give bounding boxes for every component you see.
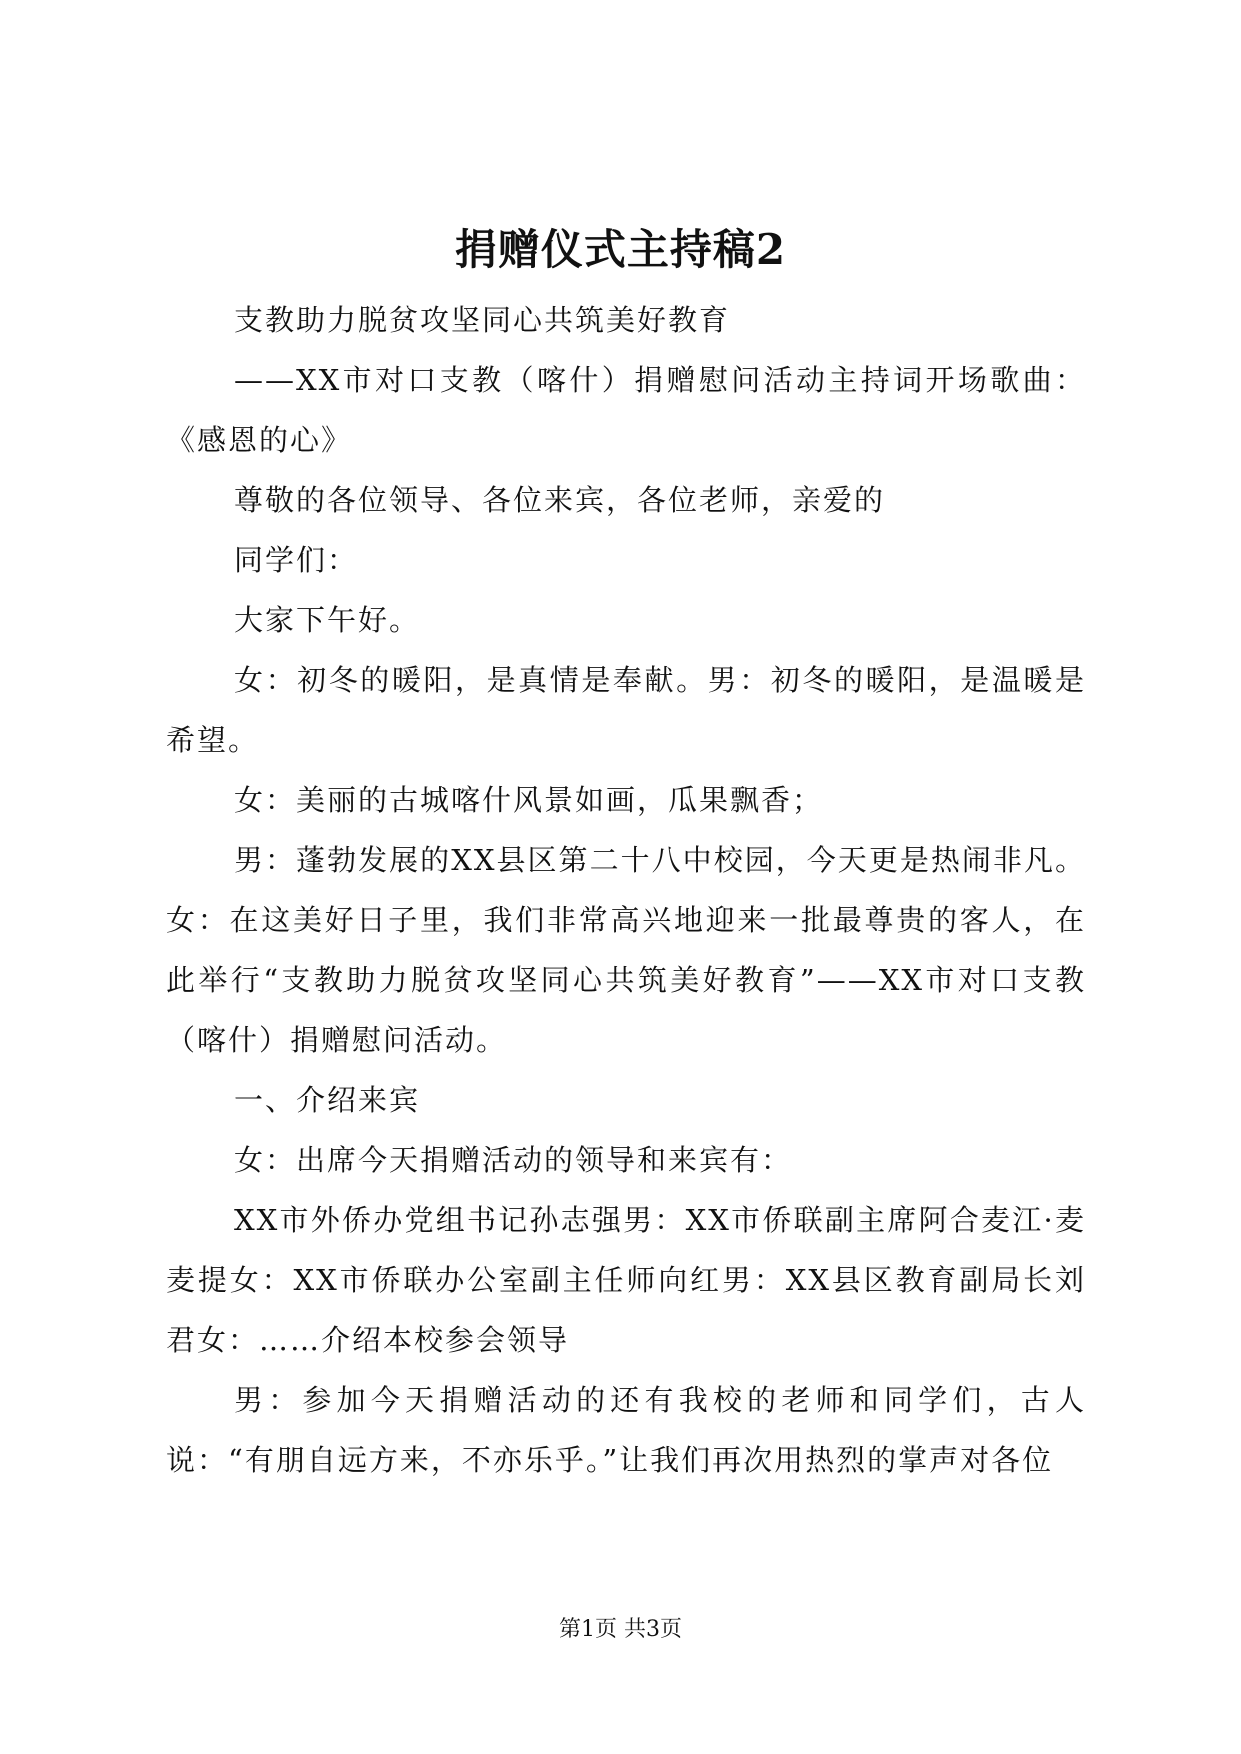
paragraph-good-afternoon: 大家下午好。 bbox=[234, 603, 421, 637]
paragraph-guest-list: XX市外侨办党组书记孙志强男：XX市侨联副主席阿合麦江·麦麦提女：XX市侨联办公室副主任师向红男：XX县区教育副局长刘君女：……介绍本校参会领导 bbox=[166, 1203, 1086, 1357]
paragraph-guests-intro: 女：出席今天捐赠活动的领导和来宾有： bbox=[234, 1143, 793, 1177]
paragraph-event-name: ——XX市对口支教（喀什）捐赠慰问活动主持词开场歌曲：《感恩的心》 bbox=[166, 363, 1086, 457]
page-footer: 第1页 共3页 bbox=[559, 1617, 682, 1642]
paragraph-greeting: 尊敬的各位领导、各位来宾，各位老师，亲爱的 bbox=[234, 483, 886, 517]
paragraph-kashgar: 女：美丽的古城喀什风景如画，瓜果飘香； bbox=[234, 783, 824, 817]
paragraph-opening-lines: 女：初冬的暖阳，是真情是奉献。男：初冬的暖阳，是温暖是希望。 bbox=[166, 663, 1086, 757]
document-body bbox=[166, 290, 1086, 1490]
paragraph-section-heading: 一、介绍来宾 bbox=[234, 1083, 421, 1117]
paragraph-campus: 男：蓬勃发展的XX县区第二十八中校园，今天更是热闹非凡。女：在这美好日子里，我们非常高兴地迎来一批最尊贵的客人，在此举行“支教助力脱贫攻坚同心共筑美好教育”——XX市对口支教（喀什）捐赠慰问活动。 bbox=[166, 843, 1086, 1057]
paragraph-subtitle: 支教助力脱贫攻坚同心共筑美好教育 bbox=[234, 303, 731, 337]
paragraph-welcome: 男：参加今天捐赠活动的还有我校的老师和同学们，古人说：“有朋自远方来，不亦乐乎。”让我们再次用热烈的掌声对各位 bbox=[166, 1383, 1086, 1477]
paragraph-greeting-students: 同学们： bbox=[234, 543, 359, 577]
document-title: 捐赠仪式主持稿2 bbox=[454, 225, 787, 274]
